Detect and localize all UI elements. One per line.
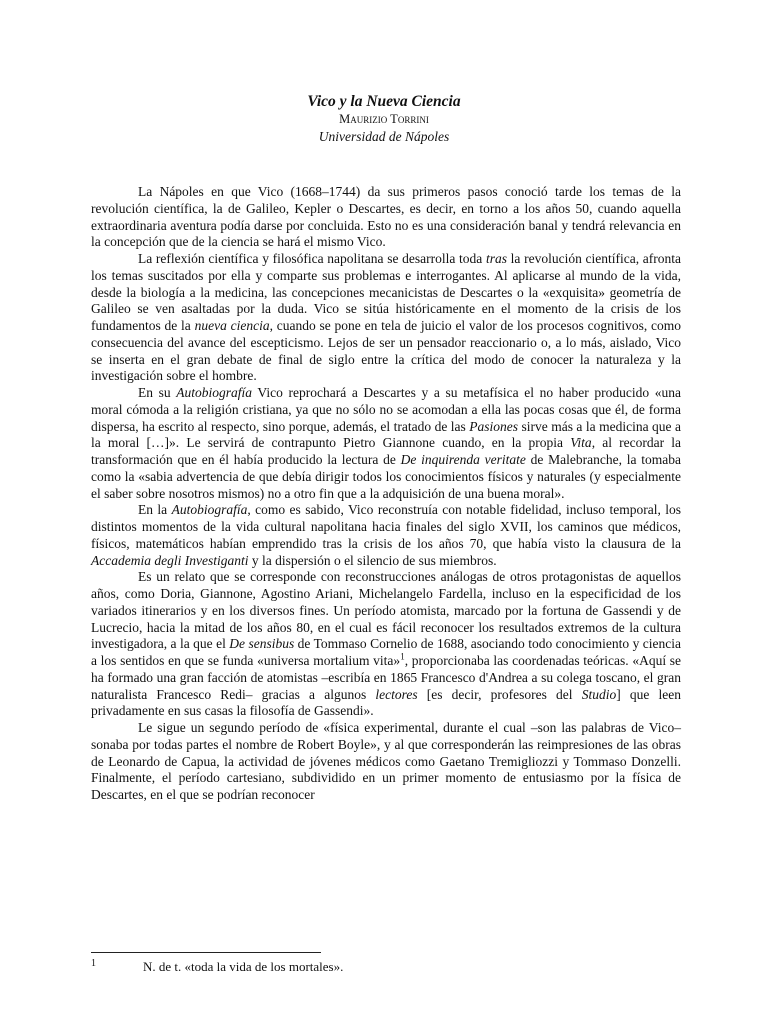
italic-text: De inquirenda veritate <box>400 452 526 467</box>
paragraph <box>91 569 681 720</box>
footnote-ref: 1 <box>400 651 405 662</box>
article-header <box>0 92 768 146</box>
text-run: La reflexión científica y filosófica napolitana se desarrolla toda <box>138 251 486 266</box>
footnote-separator <box>91 952 321 953</box>
article-body <box>91 184 681 804</box>
italic-text: lectores <box>375 686 418 702</box>
paragraph <box>91 720 681 804</box>
text-run: , cuando se pone en tela de juicio el valor de los procesos cognitivos, como consecuencia del avance del escepticismo. Lejos de ser un pensador reaccionario o, a lo más, aislado, Vico se inserta en el gran debate de final de siglo entre la crítica del modo de conocer la naturaleza y la investigación sobre el hombre. <box>91 318 681 384</box>
italic-text: Vita <box>570 435 592 451</box>
paragraph <box>91 385 681 502</box>
italic-text: Autobiografía <box>171 502 248 518</box>
text-run: Vico reprochará a Descartes y a su metafísica el no haber producido «una moral cómoda a la religión cristiana, ya que no sólo no se acomodan a ella las pocas cosas que él, de forma dispersa, ha escrito al respecto, sino porque, además, el tratado de las <box>91 385 681 434</box>
text-run: y la dispersión o el silencio de sus miembros. <box>248 552 497 568</box>
text-run: sirve más a la medicina que a la moral […]». Le servirá de contrapunto Pietro Giannone cuando, en la propia <box>91 418 681 451</box>
author-name: Maurizio Torrini <box>339 112 429 126</box>
italic-text: Studio <box>581 686 617 702</box>
italic-text: Accademia degli Investiganti <box>91 552 249 568</box>
text-run: En la <box>138 502 172 518</box>
paragraph <box>91 251 681 385</box>
text-run: [es decir, profesores del <box>417 686 582 702</box>
text-run: ] que leen privadamente en sus casas la filosofía de Gassendi». <box>91 686 681 719</box>
text-run: , al recordar la transformación que en él había producido la lectura de <box>91 435 681 467</box>
article-title: Vico y la Nueva Ciencia <box>307 93 461 110</box>
text-run: Le sigue un segundo período de «física experimental, durante el cual –son las palabras de Vico– sonaba por todas partes el nombre de Robert Boyle», y al que corresponderán las reimpresiones de las obras de Leonardo de Capua, la actividad de jóvenes médicos como Gaetano Tremigliozzi y Tommaso Donzelli. Finalmente, el período cartesiano, subdividido en un primer momento de entusiasmo por la física de Descartes, en el que se podrían reconocer <box>91 720 681 802</box>
italic-text: De sensibus <box>229 636 295 652</box>
italic-text: Autobiografía <box>176 385 253 400</box>
text-run: la revolución científica, afronta los temas suscitados por ella y comparte sus problemas e interrogantes. Al aplicarse al mundo de la vida, desde la biología a la medicina, las concepciones mecanicistas de Descartes o la «exquisita» geometría de Galileo se ven asaltadas por la duda. Vico se sitúa históricamente en el momento de la crisis de los fundamentos de la <box>91 251 681 333</box>
text-run: Es un relato que se corresponde con reconstrucciones análogas de otros protagonistas de aquellos años, como Doria, Giannone, Agostino Ariani, Michelangelo Fardella, incluso en la especificidad de los variados itinerarios y en los diversos fines. Un período atomista, marcado por la fortuna de Gassendi y de Lucrecio, hacia la mitad de los años 80, en el cual es fácil reconocer los resultados extremos de la cultura investigadora, a la que el <box>91 569 681 652</box>
italic-text: tras <box>485 251 507 266</box>
italic-text: nueva ciencia <box>194 318 270 333</box>
author-affiliation: Universidad de Nápoles <box>318 129 450 144</box>
paragraph <box>91 184 681 251</box>
text-run: de Malebranche, la tomaba como la «sabia advertencia de que debía dirigir todos los conocimientos físicos y naturales (y especialmente el saber sobre nosotros mismos) no a otro fin que a la adquisición de una buena moral». <box>91 452 681 501</box>
text-run: La Nápoles en que Vico (1668–1744) da sus primeros pasos conoció tarde los temas de la revolución científica, la de Galileo, Kepler o Descartes, es decir, en torno a los años 50, cuando aquella extraordinaria aventura podía darse por concluida. Esto no es una consideración banal y tendrá relevancia en la concepción que de la ciencia se hará el mismo Vico. <box>91 184 681 250</box>
text-run: , como es sabido, Vico reconstruía con notable fidelidad, incluso temporal, los distintos momentos de la vida cultural napolitana hacia finales del siglo XVII, los caminos que médicos, físicos, matemáticos habían emprendido tras la crisis de los años 70, que había visto la clausura de la <box>91 502 681 551</box>
paragraph <box>91 502 681 569</box>
footnote-number: 1 <box>91 958 96 969</box>
footnote-text: N. de t. «toda la vida de los mortales». <box>143 959 344 974</box>
text-run: En su <box>138 385 177 400</box>
italic-text: Pasiones <box>469 418 519 434</box>
text-run: de Tommaso Cornelio de 1688, asociando todo conocimiento y ciencia a los sentidos en que se funda «universa mortalium vita» <box>91 636 681 668</box>
text-run: , proporcionaba las coordenadas teóricas. «Aquí se ha formado una gran facción de atomistas –escribía en 1865 Francesco d'Andrea a su colega toscano, el gran naturalista Francesco Redi– gracias a algunos <box>91 653 682 702</box>
